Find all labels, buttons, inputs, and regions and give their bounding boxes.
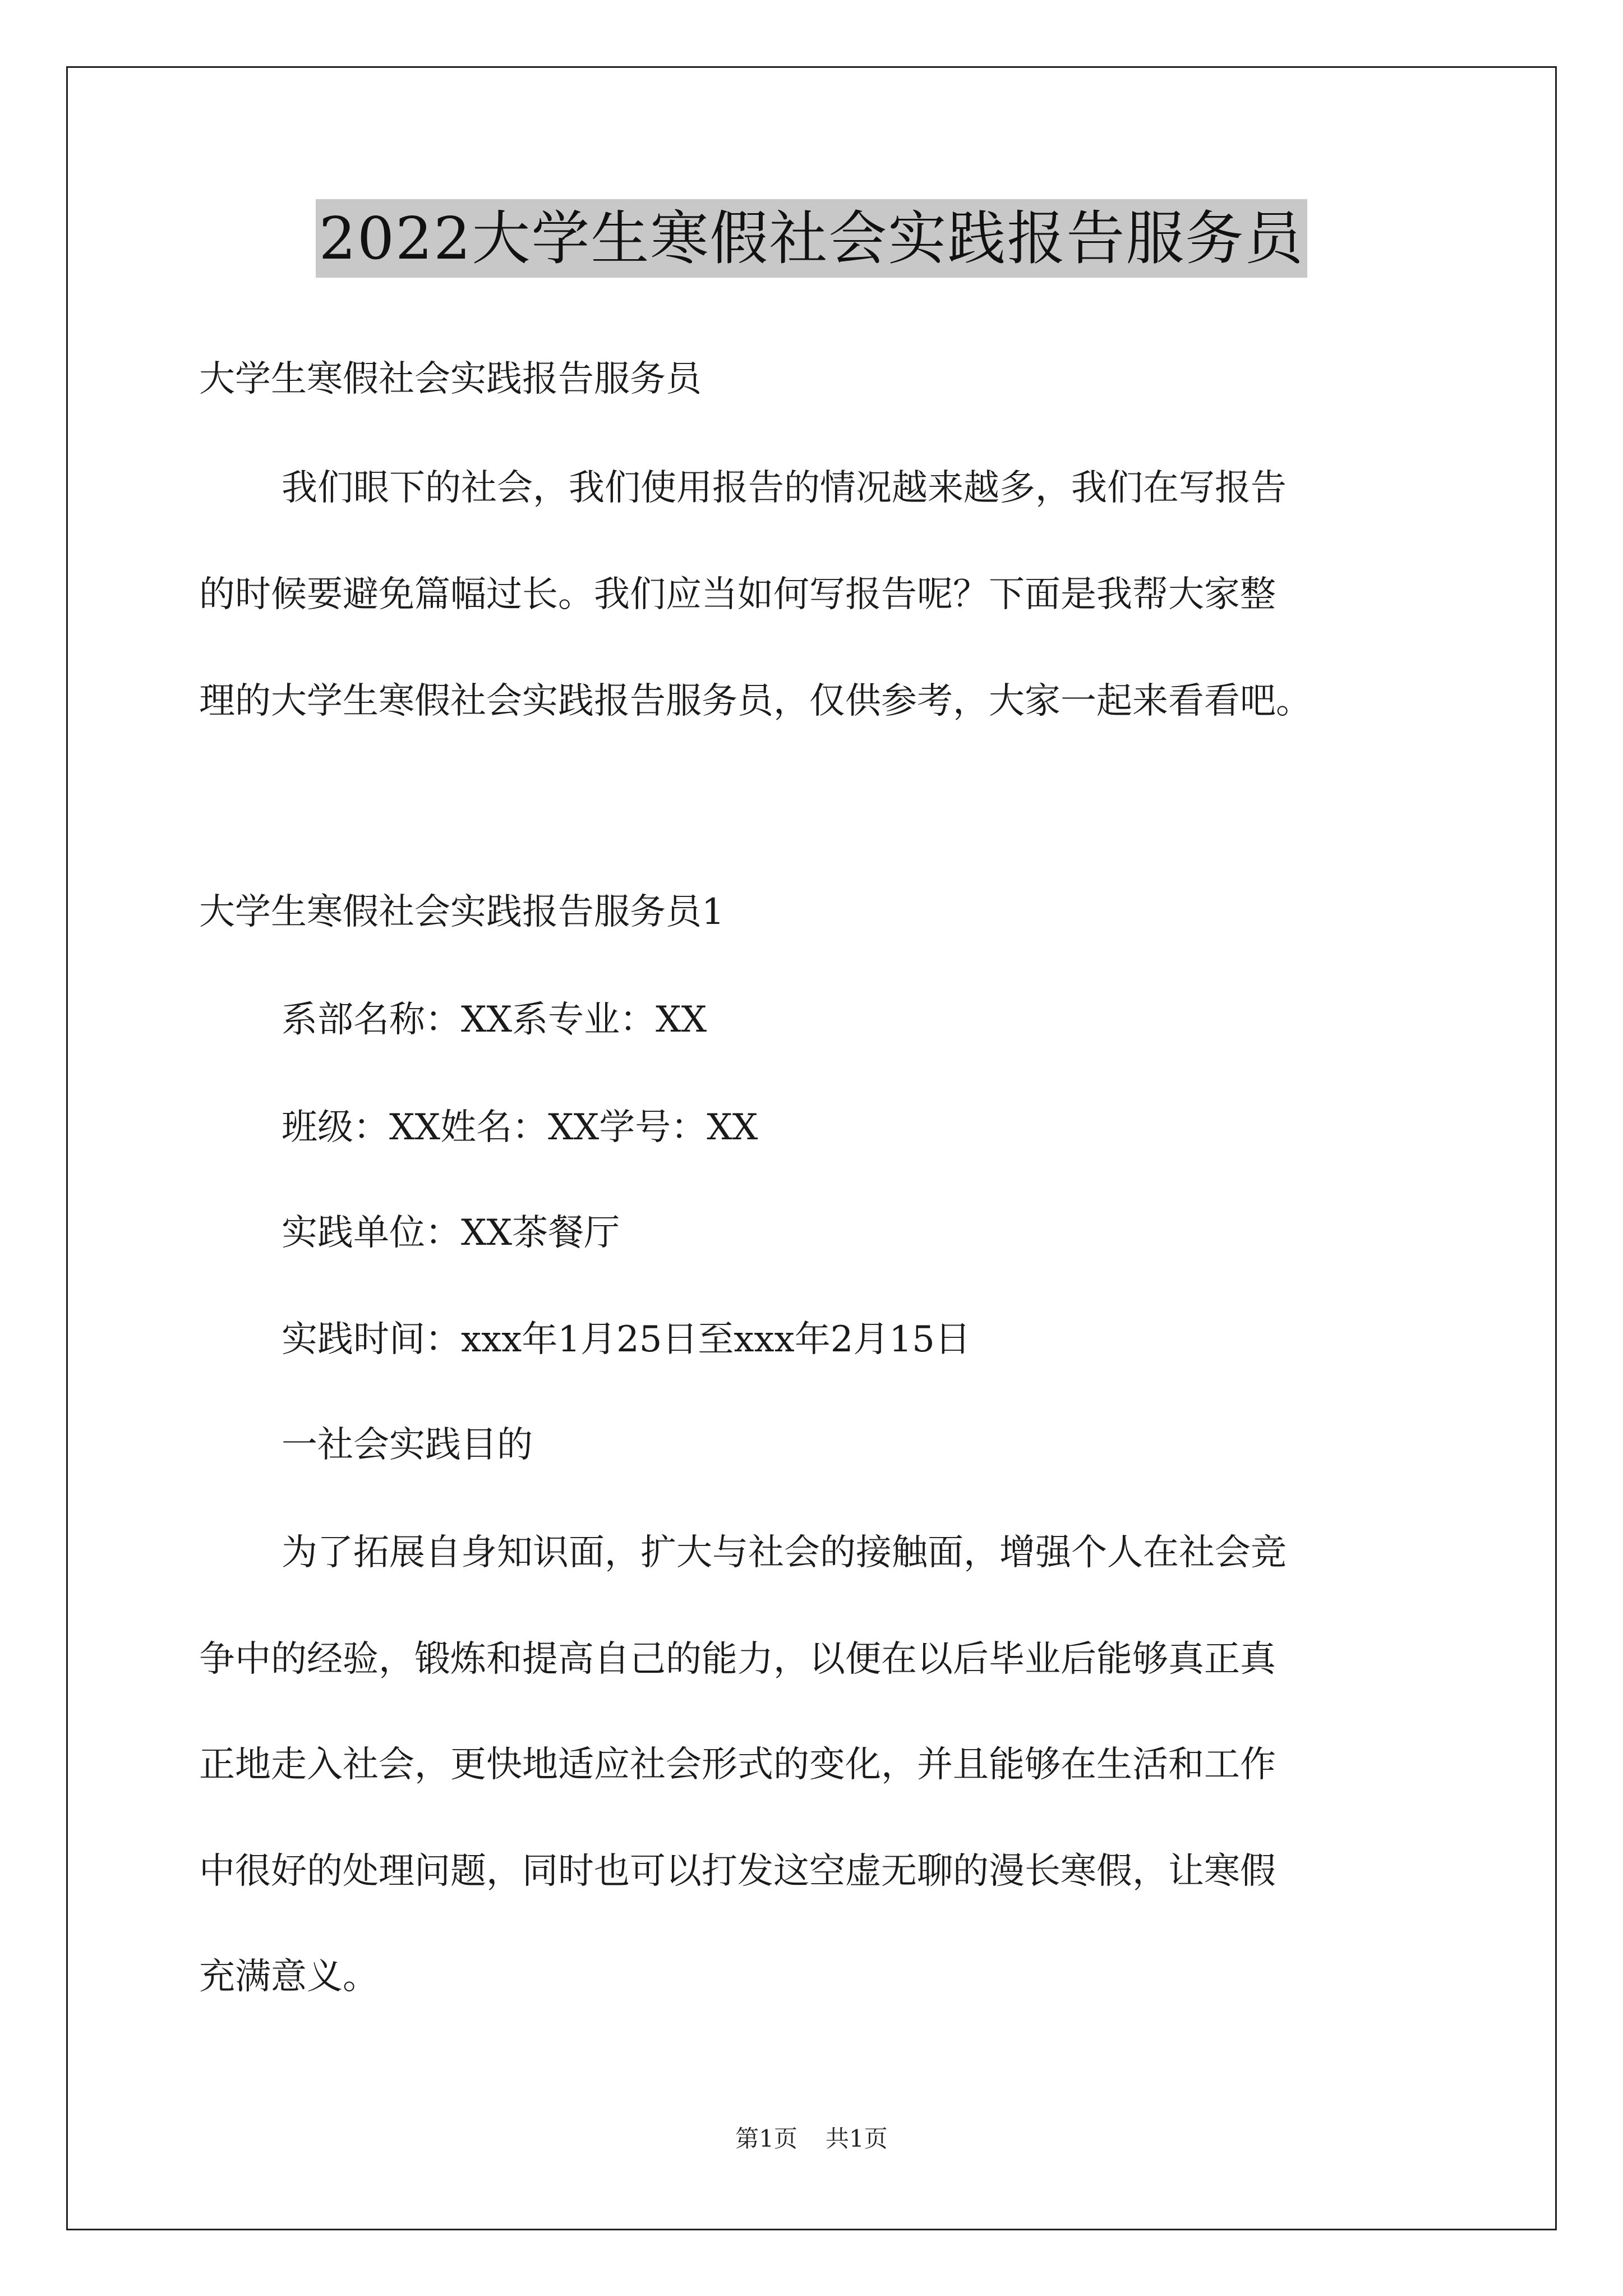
intro-line-1: 我们眼下的社会，我们使用报告的情况越来越多，我们在写报告 <box>282 467 1287 509</box>
intro-line-3: 理的大学生寒假社会实践报告服务员，仅供参考，大家一起来看看吧。 <box>199 680 1312 722</box>
purpose-heading: 一社会实践目的 <box>282 1424 533 1466</box>
page-number-current: 第1页 <box>735 2125 797 2152</box>
info-class: 班级：XX姓名：XX学号：XX <box>282 1107 758 1148</box>
intro-line-2: 的时候要避免篇幅过长。我们应当如何写报告呢？下面是我帮大家整 <box>199 574 1276 615</box>
info-unit: 实践单位：XX茶餐厅 <box>282 1212 620 1254</box>
section-heading: 大学生寒假社会实践报告服务员1 <box>199 891 725 933</box>
purpose-line-2: 争中的经验，锻炼和提高自己的能力，以便在以后毕业后能够真正真 <box>199 1639 1276 1680</box>
purpose-line-1: 为了拓展自身知识面，扩大与社会的接触面，增强个人在社会竞 <box>282 1532 1287 1573</box>
purpose-line-3: 正地走入社会，更快地适应社会形式的变化，并且能够在生活和工作 <box>199 1744 1276 1786</box>
title-container <box>0 199 1623 278</box>
purpose-line-5: 充满意义。 <box>199 1956 379 1998</box>
purpose-line-4: 中很好的处理问题，同时也可以打发这空虚无聊的漫长寒假，让寒假 <box>199 1851 1276 1892</box>
info-department: 系部名称：XX系专业：XX <box>282 999 707 1041</box>
document-title: 2022大学生寒假社会实践报告服务员 <box>316 199 1308 278</box>
info-time: 实践时间：xxx年1月25日至xxx年2月15日 <box>282 1319 971 1360</box>
page-footer <box>0 2124 1623 2154</box>
page-number-total: 共1页 <box>826 2125 888 2152</box>
document-subtitle: 大学生寒假社会实践报告服务员 <box>199 358 702 400</box>
